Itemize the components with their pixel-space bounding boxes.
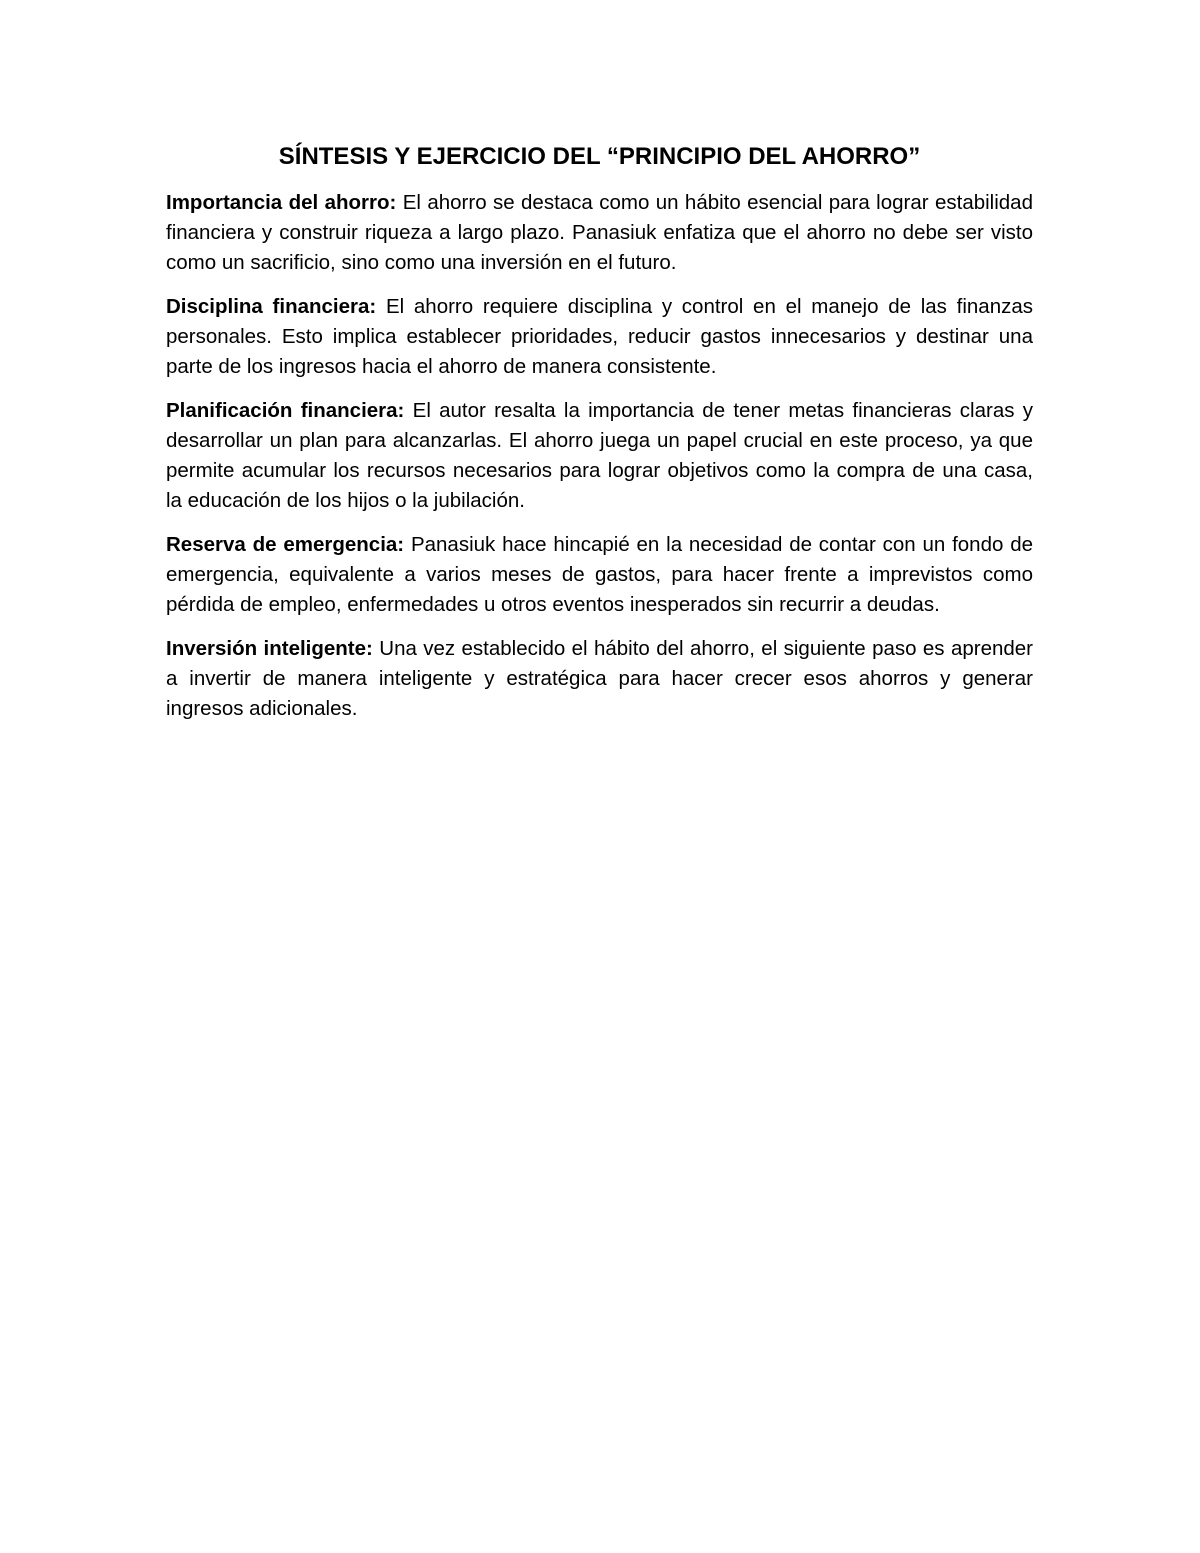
section-text: El ahorro requiere disciplina y control en el manejo de las finanzas personales. Esto implica establecer prioridades, reducir gastos innecesarios y destinar una parte de los ingresos hacia el ahorro de manera consistente.: [166, 295, 1033, 378]
section-disciplina-financiera: [166, 292, 1033, 382]
section-inversion-inteligente: [166, 634, 1033, 724]
document-title: SÍNTESIS Y EJERCICIO DEL “PRINCIPIO DEL AHORRO”: [278, 143, 921, 170]
section-label: Disciplina financiera:: [166, 295, 377, 318]
section-label: Inversión inteligente:: [166, 637, 373, 660]
section-label: Importancia del ahorro:: [166, 191, 397, 214]
section-planificacion-financiera: [166, 396, 1033, 516]
document-body: [166, 140, 1033, 738]
section-label: Reserva de emergencia:: [166, 533, 405, 556]
section-text: Panasiuk hace hincapié en la necesidad de contar con un fondo de emergencia, equivalente a varios meses de gastos, para hacer frente a imprevistos como pérdida de empleo, enfermedades u otros eventos inesperados sin recurrir a deudas.: [166, 533, 1033, 616]
section-reserva-de-emergencia: [166, 530, 1033, 620]
section-text: Una vez establecido el hábito del ahorro, el siguiente paso es aprender a invertir de manera inteligente y estratégica para hacer crecer esos ahorros y generar ingresos adicionales.: [166, 637, 1034, 720]
section-importancia-del-ahorro: [166, 188, 1033, 278]
section-text: El autor resalta la importancia de tener metas financieras claras y desarrollar un plan para alcanzarlas. El ahorro juega un papel crucial en este proceso, ya que permite acumular los recursos necesarios para lograr objetivos como la compra de una casa, la educación de los hijos o la jubilación.: [166, 399, 1033, 512]
section-label: Planificación financiera:: [166, 399, 405, 422]
section-text: El ahorro se destaca como un hábito esencial para lograr estabilidad financiera y construir riqueza a largo plazo. Panasiuk enfatiza que el ahorro no debe ser visto como un sacrificio, sino como una inversión en el futuro.: [166, 191, 1033, 274]
